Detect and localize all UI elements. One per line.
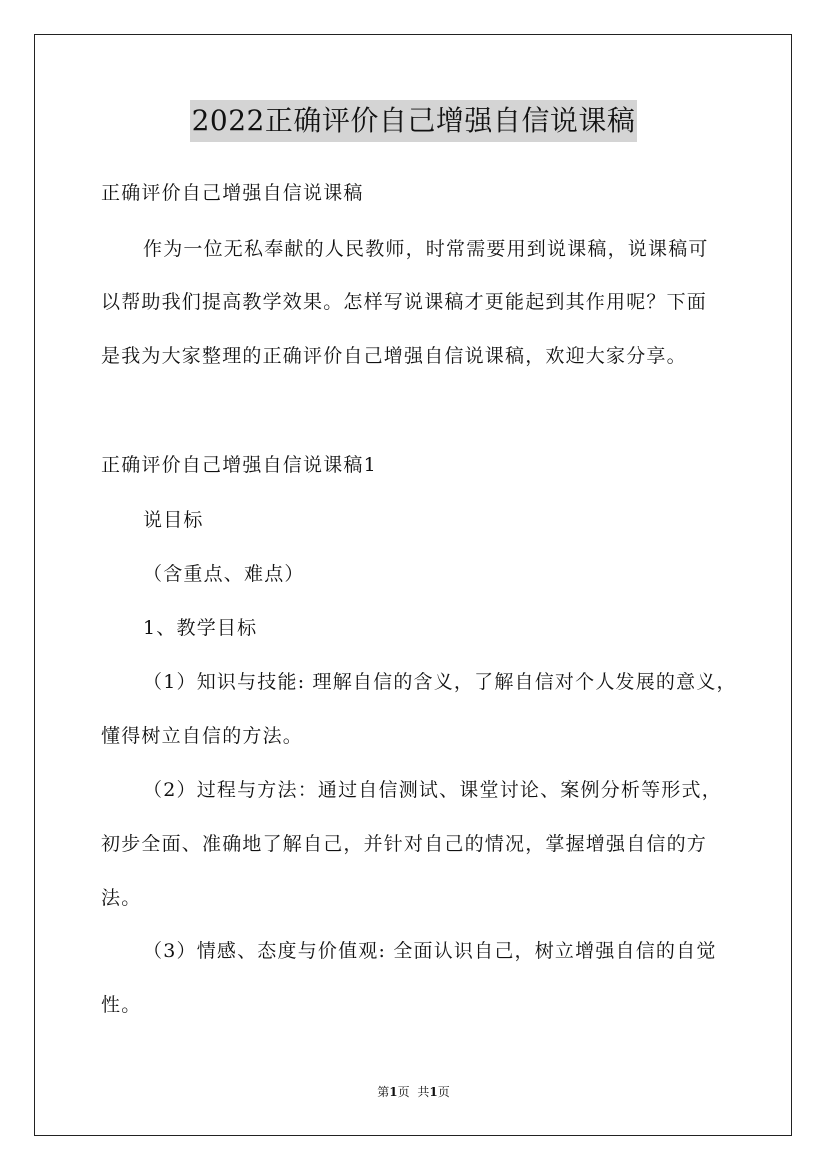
paragraph-line: 性。: [101, 994, 142, 1016]
section-heading: 正确评价自己增强自信说课稿1: [101, 454, 377, 476]
paragraph-line: 是我为大家整理的正确评价自己增强自信说课稿，欢迎大家分享。: [101, 345, 687, 367]
paragraph-line: （1）知识与技能: 理解自信的含义，了解自信对个人发展的意义，: [143, 671, 737, 693]
total-suffix: 页: [437, 1085, 450, 1099]
paragraph-line: 以帮助我们提高教学效果。怎样写说课稿才更能起到其作用呢？下面: [101, 291, 708, 313]
paragraph-line: 说目标: [143, 509, 204, 531]
document-title: [0, 100, 827, 142]
total-pages: 1: [429, 1085, 438, 1099]
page-footer: [0, 1084, 827, 1100]
subtitle-line: 正确评价自己增强自信说课稿: [101, 182, 364, 204]
paragraph-line: 法。: [101, 887, 142, 909]
paragraph-line: （3）情感、态度与价值观: 全面认识自己，树立增强自信的自觉: [143, 940, 717, 962]
document-title-text: 2022正确评价自己增强自信说课稿: [190, 100, 638, 142]
paragraph-line: （含重点、难点）: [143, 563, 305, 585]
page-suffix: 页: [397, 1085, 410, 1099]
page-prefix: 第: [377, 1085, 390, 1099]
paragraph-line: 1、教学目标: [143, 617, 258, 639]
paragraph-line: 初步全面、准确地了解自己，并针对自己的情况，掌握增强自信的方: [101, 833, 708, 855]
total-prefix: 共: [417, 1085, 430, 1099]
paragraph-line: 懂得树立自信的方法。: [101, 725, 304, 747]
paragraph-line: 作为一位无私奉献的人民教师，时常需要用到说课稿，说课稿可: [143, 238, 709, 260]
page-number: 1: [389, 1085, 398, 1099]
paragraph-line: （2）过程与方法：通过自信测试、课堂讨论、案例分析等形式，: [143, 779, 722, 801]
